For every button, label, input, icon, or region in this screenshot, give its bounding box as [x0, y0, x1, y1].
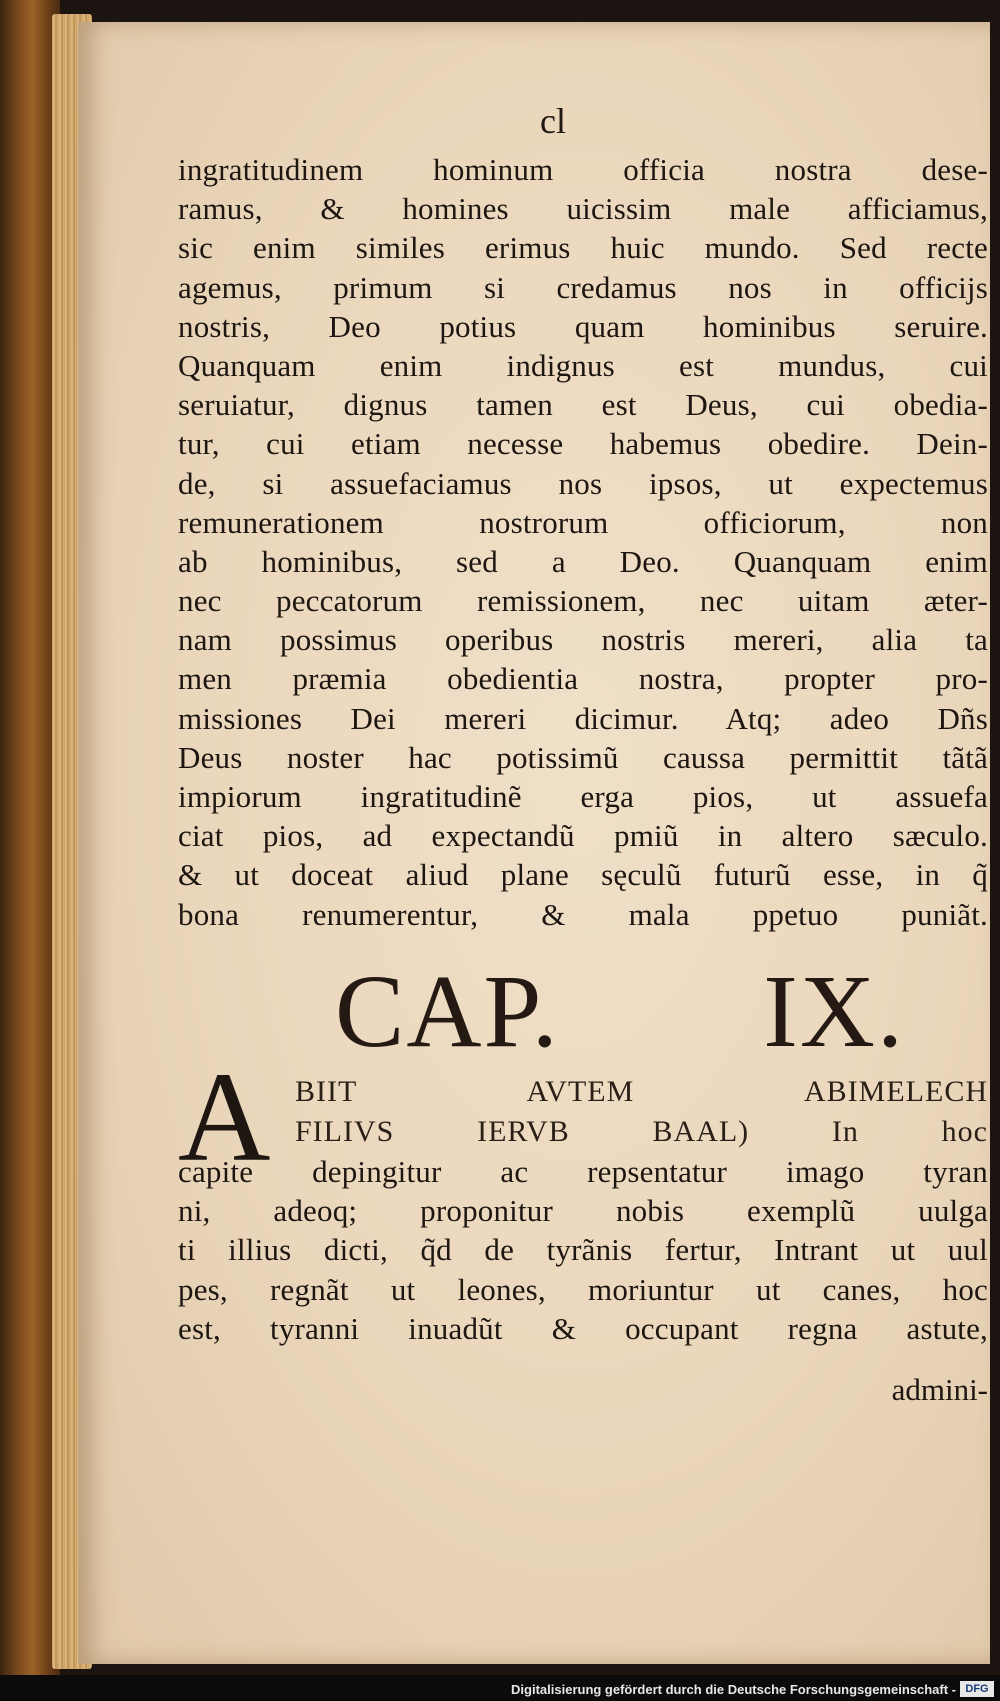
text-line: ni, adeoq; proponitur nobis exemplũ uulga [178, 1193, 988, 1229]
body-text [178, 150, 988, 934]
text-line: missiones Dei mereri dicimur. Atq; adeo Dñs [178, 700, 988, 736]
opening-line: BIIT AVTEM ABIMELECH [295, 1075, 988, 1108]
text-line: ab hominibus, sed a Deo. Quanquam enim [178, 543, 988, 579]
chapter-text [178, 1152, 988, 1348]
opening-line: FILIVS IERVB BAAL) In hoc [295, 1115, 988, 1148]
text-line: sic enim similes erimus huic mundo. Sed recte [178, 230, 988, 266]
text-line: nec peccatorum remissionem, nec uitam æter- [178, 583, 988, 619]
text-line: Deus noster hac potissimũ caussa permittit tãtã [178, 739, 988, 775]
dfg-logo: DFG [960, 1681, 994, 1697]
funding-credit: Digitalisierung gefördert durch die Deutsche Forschungsgemeinschaft - [511, 1682, 956, 1697]
chapter-heading [335, 954, 905, 1069]
text-line: ti illius dicti, q̃d de tyrãnis fertur, Intrant ut uul [178, 1232, 988, 1268]
text-line: agemus, primum si credamus nos in officijs [178, 269, 988, 305]
text-line: tur, cui etiam necesse habemus obedire. Dein- [178, 426, 988, 462]
footer-bar [0, 1675, 1000, 1701]
text-line: bona renumerentur, & mala ppetuo puniãt. [178, 896, 988, 932]
chapter-number: IX. [763, 954, 905, 1069]
book-binding [0, 0, 60, 1675]
folio-number: cl [540, 101, 566, 141]
text-line: impiorum ingratitudinẽ erga pios, ut assuefa [178, 779, 988, 814]
text-line: men præmia obedientia nostra, propter pro- [178, 661, 988, 697]
text-line: pes, regnãt ut leones, moriuntur ut canes, hoc [178, 1271, 988, 1307]
text-line: capite depingitur ac repsentatur imago tyran [178, 1154, 988, 1189]
catchword: admini- [891, 1372, 988, 1407]
text-line: seruiatur, dignus tamen est Deus, cui obedia- [178, 387, 988, 423]
chapter-label: CAP. [335, 954, 560, 1069]
text-line: remunerationem nostrorum officiorum, non [178, 504, 988, 540]
text-line: & ut doceat aliud plane sęculũ futurũ esse, in q̃ [178, 857, 988, 893]
drop-cap: A [178, 1046, 271, 1188]
text-line: ramus, & homines uicissim male afficiamus, [178, 191, 988, 227]
text-line: ingratitudinem hominum officia nostra dese- [178, 152, 988, 187]
text-line: Quanquam enim indignus est mundus, cui [178, 347, 988, 383]
text-line: ciat pios, ad expectandũ pmiũ in altero sæculo. [178, 818, 988, 854]
text-line: nam possimus operibus nostris mereri, alia ta [178, 622, 988, 658]
text-line: est, tyranni inuadũt & occupant regna astute, [178, 1310, 988, 1346]
chapter-opening [295, 1072, 988, 1152]
text-line: de, si assuefaciamus nos ipsos, ut expectemus [178, 465, 988, 501]
text-line: nostris, Deo potius quam hominibus seruire. [178, 308, 988, 344]
